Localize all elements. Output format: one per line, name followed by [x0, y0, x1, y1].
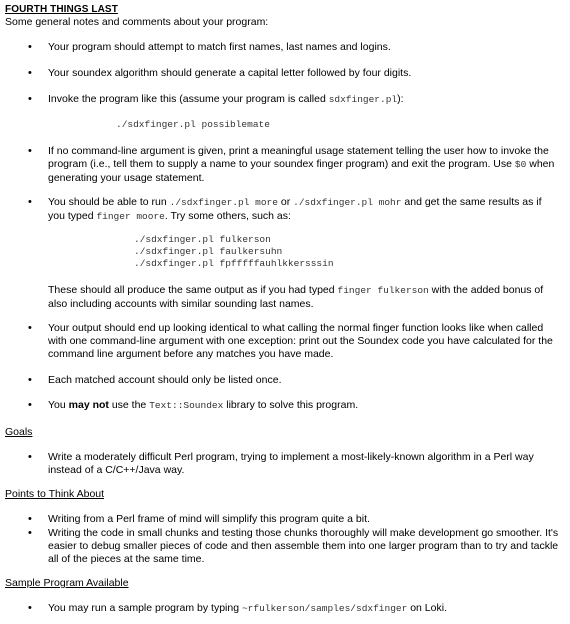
- list-item: [48, 399, 560, 413]
- bullet-icon: •: [28, 41, 32, 53]
- list-item: Writing from a Perl frame of mind will simplify this program quite a bit.: [48, 513, 370, 525]
- list-item-text: You: [48, 399, 69, 411]
- bullet-icon: •: [28, 322, 32, 334]
- list-item-text: You may run a sample program by typing: [48, 602, 242, 614]
- inline-code: finger moore: [96, 210, 165, 222]
- inline-code: $0: [514, 158, 527, 170]
- list-item-text: library to solve this program.: [223, 399, 359, 411]
- points-heading: Points to Think About: [5, 488, 105, 500]
- inline-code: ./sdxfinger.pl more: [169, 197, 278, 208]
- list-item: Write a moderately difficult Perl program, trying to implement a most-likely-known algorithm in a Perl way instead of a C/C++/Java way.: [48, 451, 534, 476]
- sample-heading: Sample Program Available: [5, 577, 129, 589]
- code-line: ./sdxfinger.pl fpfffffauhlkkersssin: [134, 258, 334, 270]
- list-item: Your output should end up looking identical to what calling the normal finger function looks like when called with one command-line argument with one exception: print out the Soundex code you have calculated for the command line argument before any matches you have made.: [48, 322, 553, 360]
- list-item-text: ):: [397, 93, 404, 105]
- goals-heading: Goals: [5, 426, 33, 438]
- emphasis-text: may not: [68, 399, 109, 411]
- list-item: Your soundex algorithm should generate a capital letter followed by four digits.: [48, 67, 412, 79]
- list-item: [48, 602, 560, 616]
- bullet-icon: •: [28, 602, 32, 614]
- list-item: [48, 93, 560, 107]
- list-item: Each matched account should only be listed once.: [48, 374, 282, 386]
- bullet-icon: •: [28, 374, 32, 386]
- list-item-text: when generating your usage statement.: [48, 157, 555, 184]
- inline-code: Text::Soundex: [149, 400, 224, 411]
- list-item-text: You should be able to run: [48, 196, 170, 208]
- list-item-text: use the: [108, 399, 150, 411]
- bullet-icon: •: [28, 451, 32, 463]
- list-item-text: . Try some others, such as:: [164, 209, 291, 222]
- list-item-text: and get the same results as if you typed: [48, 196, 542, 222]
- code-line: ./sdxfinger.pl faulkersuhn: [134, 246, 283, 258]
- section-title: FOURTH THINGS LAST: [5, 4, 118, 15]
- code-line: ./sdxfinger.pl fulkerson: [134, 234, 271, 245]
- bullet-icon: •: [28, 513, 32, 525]
- list-item-text: If no command-line argument is given, print a meaningful usage statement telling the user how to invoke the program (i.e., tell them to supply a name to your soundex finger program) and exit the program. Use: [48, 145, 549, 170]
- code-example: [134, 234, 334, 271]
- list-item: [48, 145, 560, 184]
- bullet-icon: •: [28, 196, 32, 208]
- paragraph-text: with the added bonus of also including accounts with similar sounding last names.: [48, 284, 544, 310]
- paragraph-text: These should all produce the same output as if you had typed: [48, 284, 338, 296]
- bullet-icon: •: [28, 399, 32, 411]
- inline-code: finger fulkerson: [337, 285, 429, 296]
- list-item-text: Invoke the program like this (assume your program is called: [48, 93, 329, 105]
- list-item: Your program should attempt to match first names, last names and logins.: [48, 41, 391, 53]
- bullet-icon: •: [28, 93, 32, 105]
- list-item: Writing the code in small chunks and testing those chunks thoroughly will make development go smoother. It's easier to debug smaller pieces of code and then assemble them into one larger program than to try and tackle all of the pieces at the same time.: [48, 527, 559, 565]
- bullet-icon: •: [28, 527, 32, 539]
- list-item-text: on Loki.: [407, 602, 447, 614]
- paragraph: [48, 284, 558, 311]
- bullet-icon: •: [28, 145, 32, 157]
- inline-code: sdxfinger.pl: [328, 94, 398, 105]
- list-item-text: or: [277, 196, 294, 208]
- code-example: ./sdxfinger.pl possiblemate: [116, 119, 270, 130]
- inline-code: ./sdxfinger.pl mohr: [293, 197, 402, 208]
- inline-code: ~rfulkerson/samples/sdxfinger: [241, 603, 408, 614]
- bullet-icon: •: [28, 67, 32, 79]
- intro-text: Some general notes and comments about your program:: [5, 16, 269, 28]
- list-item: [48, 196, 560, 224]
